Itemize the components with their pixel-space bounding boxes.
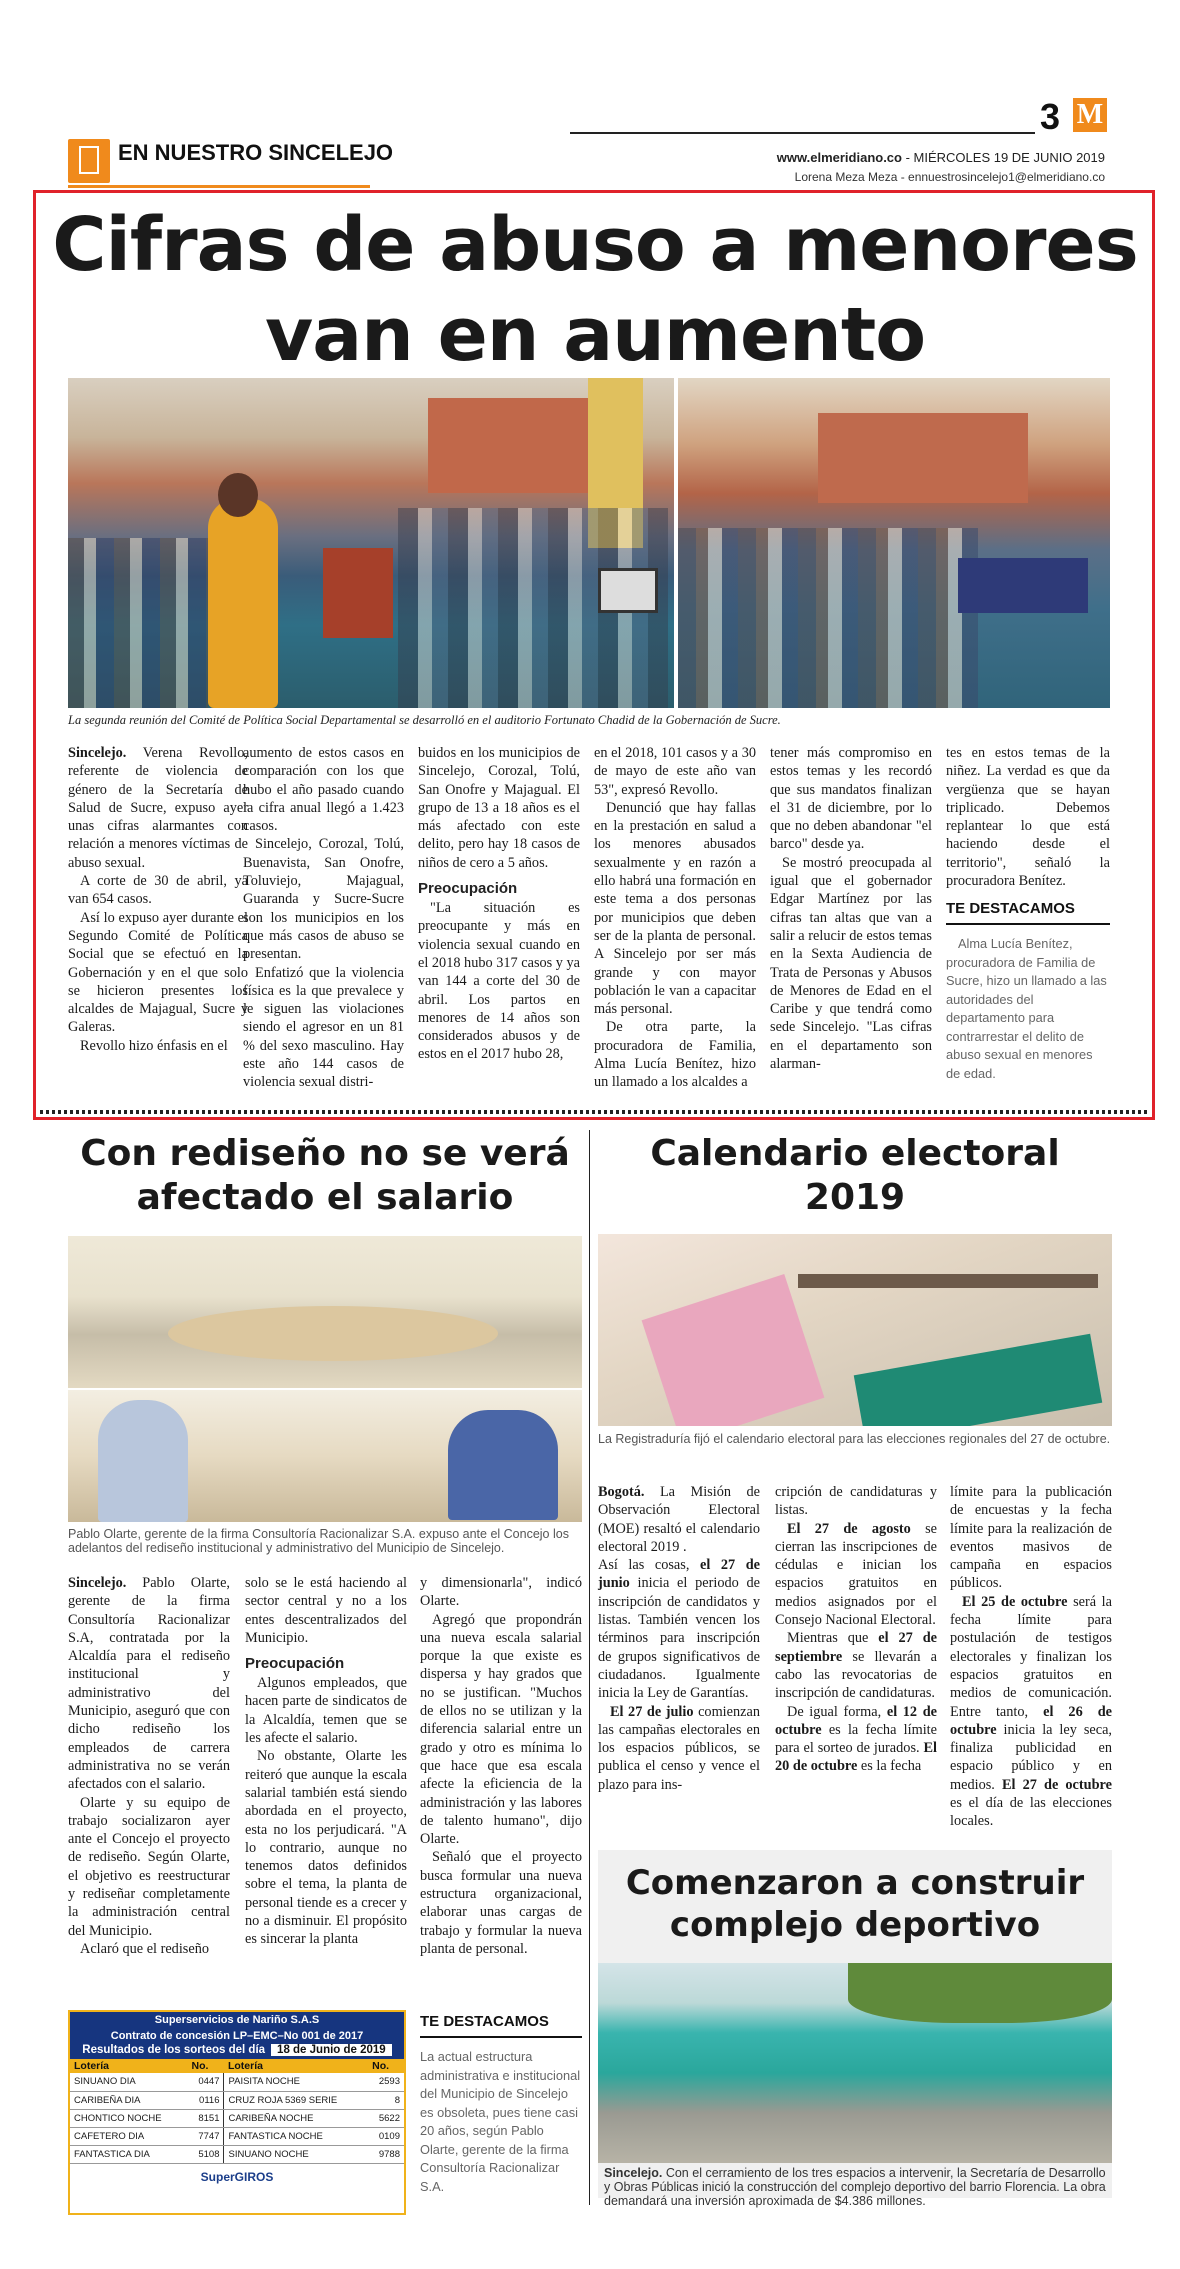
date-highlight: el 26 de octubre <box>950 1703 1112 1738</box>
text-run: De igual forma, <box>787 1703 887 1720</box>
article-divider <box>40 1110 1148 1114</box>
text-run: es la fecha límite para el sorteo de jurados. <box>775 1721 937 1757</box>
lottery-number: 0109 <box>368 2127 404 2145</box>
photo-trees <box>848 1963 1112 2023</box>
photo-crowd <box>678 528 978 708</box>
paragraph: Sincelejo, Corozal, Tolú, Buenavista, San Onofre, Toluviejo, Majagual, Guaranda y Sucre-Sucre son los municipios en los que más casos de abuso se presentan. <box>243 836 404 963</box>
lottery-name: CARIBEÑA DIA <box>70 2091 188 2109</box>
lottery-name: PAISITA NOCHE <box>228 2076 300 2088</box>
header-rule <box>570 132 1035 134</box>
lottery-name: SINUANO NOCHE <box>228 2148 309 2160</box>
salario-column-1 <box>68 1574 230 1958</box>
lottery-name: CARIBEÑA NOCHE <box>228 2112 314 2124</box>
photo-construction-site <box>598 1963 1112 2163</box>
salario-highlight <box>420 2003 582 2196</box>
paragraph: "La situación es preocupante y más en violencia sexual cuando en el 2018 hubo 317 casos y ya van 144 a corte del 30 de abril. Los partos en menores de 14 años son considerados abusos y de estos en el 2017 hubo 28, <box>418 900 581 1063</box>
paragraph: Denunció que hay fallas en la prestación en salud a los menores abusados sexualmente y en razón a ello habrá una formación en este tema a dos personas por municipios que deben ser de la planta de personal. A Sincelejo por ser más grande y con mayor población le van a capacitar más personal. <box>594 799 756 1018</box>
paragraph: Algunos empleados, que hacen parte de sindicatos de la Alcaldía, temen que se les afecte el salario. <box>245 1675 407 1747</box>
main-column-2 <box>243 744 404 1092</box>
col-header: No. <box>368 2059 404 2073</box>
photo-ballot-box <box>598 1234 1112 1426</box>
author-line: Lorena Meza Meza - ennuestrosincelejo1@elmeridiano.co <box>794 170 1105 184</box>
highlight-heading: TE DESTACAMOS <box>946 900 1110 925</box>
salario-column-3 <box>420 1574 582 1958</box>
lottery-number: 2593 <box>368 2073 404 2091</box>
deportivo-headline: Comenzaron a construir complejo deportivo <box>625 1863 1085 1945</box>
photo-id-card <box>854 1334 1103 1426</box>
text-run: será la fecha límite para postulación de testigos electorales y finalizan los espacios gratuitos en medios de comunicación. Entre tanto, <box>950 1593 1113 1720</box>
main-column-1 <box>68 744 248 1055</box>
photo-presenter-person <box>98 1400 188 1522</box>
newspaper-logo: M <box>1073 98 1107 132</box>
lottery-header-row <box>70 2059 404 2073</box>
paragraph: Así lo expuso ayer durante el Segundo Comité de Política Social que se efectuó en la Gobernación y en el que solo se hicieron presentes los alcaldes de Majagual, Sucre y Galeras. <box>68 909 248 1036</box>
lottery-number: 0116 <box>188 2091 224 2109</box>
paragraph: A corte de 30 de abril, ya van 654 casos. <box>68 873 248 908</box>
salario-headline: Con rediseño no se verá afectado el salario <box>80 1133 570 1218</box>
lottery-number: 8151 <box>188 2109 224 2127</box>
dateline: Sincelejo. <box>68 1575 127 1591</box>
date-highlight: el 27 de septiembre <box>775 1630 937 1665</box>
paragraph: buidos en los municipios de Sincelejo, Corozal, Tolú, San Onofre y Majagual. El grupo de 13 a 18 años es el más afectado con este delito, pero hay 18 casos de niños de cero a 5 años. <box>418 745 580 871</box>
photo-table <box>958 558 1088 613</box>
calendario-column-3 <box>950 1483 1112 1831</box>
building-icon <box>68 139 110 183</box>
paragraph: y dimensionarla", indicó Olarte. <box>420 1575 582 1610</box>
table-row <box>70 2073 404 2091</box>
dateline: Sincelejo. <box>604 2166 663 2180</box>
date-highlight: El 25 de octubre <box>962 1593 1068 1610</box>
paragraph: aumento de estos casos en comparación con los que hubo el año pasado cuando la cifra anual llegó a 1.423 casos. <box>243 745 404 835</box>
supergiros-logo: SuperGIROS <box>200 2169 274 2184</box>
text-run: Así las cosas, <box>598 1557 700 1574</box>
photo-speaker-head <box>218 473 258 517</box>
salario-column-2 <box>245 1574 407 1949</box>
photo-presenter <box>68 1390 582 1522</box>
col-header: Lotería <box>70 2059 188 2073</box>
lottery-contract: Contrato de concesión LP–EMC–No 001 de 2017 <box>70 2028 404 2044</box>
date-highlight: El 27 de julio <box>610 1703 694 1720</box>
lottery-number: 5622 <box>368 2109 404 2127</box>
text-run: comienzan las campañas electorales en los espacios públicos, se publica el censo y vence el plazo para ins- <box>598 1703 760 1793</box>
date-highlight: El 27 de octubre <box>1001 1776 1112 1793</box>
section-label: EN NUESTRO SINCELEJO <box>118 140 394 165</box>
calendario-column-2 <box>775 1483 937 1776</box>
lottery-name: CHONTICO NOCHE <box>70 2109 188 2127</box>
text-run: es la fecha <box>857 1758 922 1775</box>
paragraph: Olarte y su equipo de trabajo socializaron ayer ante el Concejo el proyecto de rediseño. Según Olarte, el objetivo es reestructurar y rediseñar completamente la administración central del Municipio. <box>68 1794 230 1939</box>
lottery-name: FANTASTICA NOCHE <box>228 2130 323 2142</box>
deportivo-caption <box>604 2166 1109 2208</box>
table-row <box>70 2091 404 2109</box>
photo-speaker-auditorium <box>68 378 674 708</box>
main-headline: Cifras de abuso a menores van en aumento <box>52 202 1138 378</box>
paragraph: Se mostró preocupada al igual que el gobernador Edgar Martínez por las cifras tan altas que van a salir a relucir de estos temas en la Sexta Audiencia de Trata de Personas y Abusos de Menores de Edad en el Caribe y que tendrá como sede Sincelejo. "Las cifras en el departamento son alarman- <box>770 854 932 1073</box>
site-date-line <box>560 150 1105 165</box>
lottery-number: 5108 <box>188 2145 224 2163</box>
page-number: 3 <box>1040 96 1061 137</box>
text-run: se llevarán a cabo las revocatorias de inscripción de candidaturas. <box>775 1648 937 1702</box>
main-photo-caption: La segunda reunión del Comité de Política Social Departamental se desarrolló en el auditorio Fortunato Chadid de la Gobernación de Sucre. <box>68 713 781 727</box>
column-divider <box>589 1130 590 2205</box>
paragraph: tes en estos temas de la niñez. La verdad es que da vergüenza que se hayan triplicado. Debemos replantear lo que está haciendo desde el territorio", señaló la procuradora Benítez. <box>946 745 1110 890</box>
main-column-4 <box>594 744 756 1092</box>
lottery-results-title <box>70 2044 404 2059</box>
main-column-6 <box>946 744 1110 1083</box>
calendario-column-1 <box>598 1483 760 1794</box>
dateline: Sincelejo. <box>68 745 127 761</box>
caption-text: Con el cerramiento de los tres espacios a intervenir, la Secretaría de Desarrollo y Obras Públicas inició la construcción del complejo deportivo del barrio Florencia. La obra demandará una inversión aproximada de $4.386 millones. <box>604 2166 1106 2208</box>
photo-council-session <box>68 1236 582 1388</box>
table-row <box>70 2109 404 2127</box>
paragraph: La Misión de Observación Electoral (MOE) resaltó el calendario electoral 2019 . <box>598 1484 760 1555</box>
photo-podium <box>323 548 393 638</box>
text-run: inicia la ley seca, finaliza publicidad en espacio público y en medios. <box>950 1721 1112 1793</box>
paragraph: tener más compromiso en estos temas y les recordó que sus mandatos finalizan el 31 de diciembre, por lo que no deben abandonar "el barco" desde ya. <box>770 745 932 853</box>
photo-laptop <box>598 568 658 613</box>
lottery-results-box <box>68 2010 406 2215</box>
photo-council-member <box>448 1410 558 1520</box>
paragraph: Revollo hizo énfasis en el <box>80 1037 228 1054</box>
col-header: No. <box>188 2059 224 2073</box>
main-column-3 <box>418 744 580 1064</box>
paragraph: No obstante, Olarte les reiteró que aunque la escala salarial también está siendo abordada en el proyecto, esta no los perjudicará. "A lo contrario, aunque no tenemos datos definidos sobre el tema, la planta de personal tiende es a crecer y no a disminuir. El propósito es sincerar la planta <box>245 1748 407 1948</box>
photo-speaker <box>208 498 278 708</box>
paragraph: Enfatizó que la violencia física es la que prevalece y le siguen las violaciones siendo el agresor en un 81 % del sexo masculino. Hay este año 144 casos de violencia sexual distri- <box>243 964 404 1091</box>
paragraph: Aclaró que el rediseño <box>80 1940 210 1957</box>
photo-ballot <box>642 1274 825 1426</box>
text-run: se cierran las inscripciones de cédulas e inician los espacios gratuitos en medios asignados por el Consejo Nacional Electoral. <box>775 1520 938 1629</box>
calendario-headline: Calendario electoral 2019 <box>650 1133 1060 1218</box>
paragraph: en el 2018, 101 casos y a 30 de mayo de este año van 53", expresó Revollo. <box>594 745 756 798</box>
photo-wall <box>818 413 1028 503</box>
text-run: Mientras que <box>787 1630 879 1647</box>
date-highlight: El 20 de octubre <box>775 1740 937 1775</box>
lottery-number: 9788 <box>368 2145 404 2163</box>
section-underline <box>68 185 370 188</box>
photo-council-table <box>168 1306 498 1361</box>
lottery-name: CAFETERO DIA <box>70 2127 188 2145</box>
lottery-name: FANTASTICA DIA <box>70 2145 188 2163</box>
text-run: inicia el periodo de inscripción de candidatos y listas. También vencen los términos para inscripción de grupos significativos de ciudadanos. Igualmente inicia la Ley de Garantías. <box>598 1575 760 1702</box>
lottery-company: Superservicios de Nariño S.A.S <box>70 2012 404 2028</box>
calendario-photo-caption: La Registraduría fijó el calendario electoral para las elecciones regionales del 27 de octubre. <box>598 1432 1111 1446</box>
salario-photo-caption: Pablo Olarte, gerente de la firma Consultoría Racionalizar S.A. expuso ante el Concejo los adelantos del rediseño institucional y administrativo del Municipio de Sincelejo. <box>68 1527 569 1555</box>
paragraph: Verena Revollo, referente de violencia de género de la Secretaría de Salud de Sucre, expuso ayer unas cifras alarmantes con relación a menores víctimas de abuso sexual. <box>68 745 248 871</box>
issue-date: - MIÉRCOLES 19 DE JUNIO 2019 <box>901 150 1105 165</box>
text-run: es el día de las elecciones locales. <box>950 1795 1112 1830</box>
lottery-results-label: Resultados de los sorteos del día <box>82 2044 266 2056</box>
lottery-number: 8 <box>368 2091 404 2109</box>
photo-wall <box>428 398 588 493</box>
lottery-table <box>70 2059 404 2164</box>
photo-audience <box>678 378 1110 708</box>
lottery-name: SINUANO DIA <box>70 2073 188 2091</box>
date-highlight: el 27 de junio <box>598 1557 760 1592</box>
paragraph: Pablo Olarte, gerente de la firma Consultoría Racionalizar S.A, contratada por la Alcaldía para el rediseño institucional y administrativo del Municipio, aseguró que con dicho rediseño los empleados de carrera administrativa no se verán afectados con el salario. <box>68 1575 230 1793</box>
main-column-5 <box>770 744 932 1073</box>
photo-ballot-slot <box>798 1274 1098 1288</box>
lottery-date: 18 de Junio de 2019 <box>271 2044 392 2056</box>
date-highlight: El 27 de agosto <box>787 1520 911 1537</box>
paragraph: límite para la publicación de encuestas y la fecha límite para la realización de eventos masivos de campaña en espacios públicos. <box>950 1484 1112 1592</box>
highlight-text: Alma Lucía Benítez, procuradora de Familia de Sucre, hizo un llamado a las autoridades del departamento para contrarrestar el delito de abuso sexual en menores de edad. <box>946 936 1107 1081</box>
photo-crowd <box>68 538 208 708</box>
paragraph: Agregó que propondrán una nueva escala salarial porque la que existe es dispersa y hay grados que no se justifican. "Muchos de ellos no se utilizan y la diferencia salarial entre un grado y otro es mínima lo que hace que esa escala afecte la eficiencia de la administración y las labores de talento humano", dijo Olarte. <box>420 1611 582 1848</box>
subheading: Preocupación <box>245 1655 345 1673</box>
paragraph: Señaló que el proyecto busca formular una nueva estructura organizacional, elaborar unas cargas de trabajo y formular la nueva planta de personal. <box>420 1849 582 1957</box>
col-header: Lotería <box>224 2059 368 2073</box>
subheading: Preocupación <box>418 880 518 898</box>
site-url[interactable]: www.elmeridiano.co <box>776 150 902 165</box>
lottery-number: 0447 <box>188 2073 224 2091</box>
highlight-heading: TE DESTACAMOS <box>420 2013 582 2038</box>
table-row <box>70 2145 404 2163</box>
highlight-text: La actual estructura administrativa e institucional del Municipio de Sincelejo es obsoleta, pues tiene casi 20 años, según Pablo Olarte, gerente de la firma Consultoría Racionalizar S.A. <box>420 2049 581 2194</box>
dateline: Bogotá. <box>598 1484 645 1500</box>
paragraph: solo se le está haciendo al sector central y no a los entes descentralizados del Municipio. <box>245 1575 407 1646</box>
lottery-extra: 5369 SERIE <box>284 2094 338 2106</box>
date-highlight: el 12 de octubre <box>775 1703 937 1738</box>
paragraph: cripción de candidaturas y listas. <box>775 1484 937 1519</box>
paragraph: De otra parte, la procuradora de Familia, Alma Lucía Benítez, hizo un llamado a los alcaldes a <box>594 1019 756 1091</box>
table-row <box>70 2127 404 2145</box>
lottery-number: 7747 <box>188 2127 224 2145</box>
lottery-name: CRUZ ROJA <box>228 2094 283 2106</box>
